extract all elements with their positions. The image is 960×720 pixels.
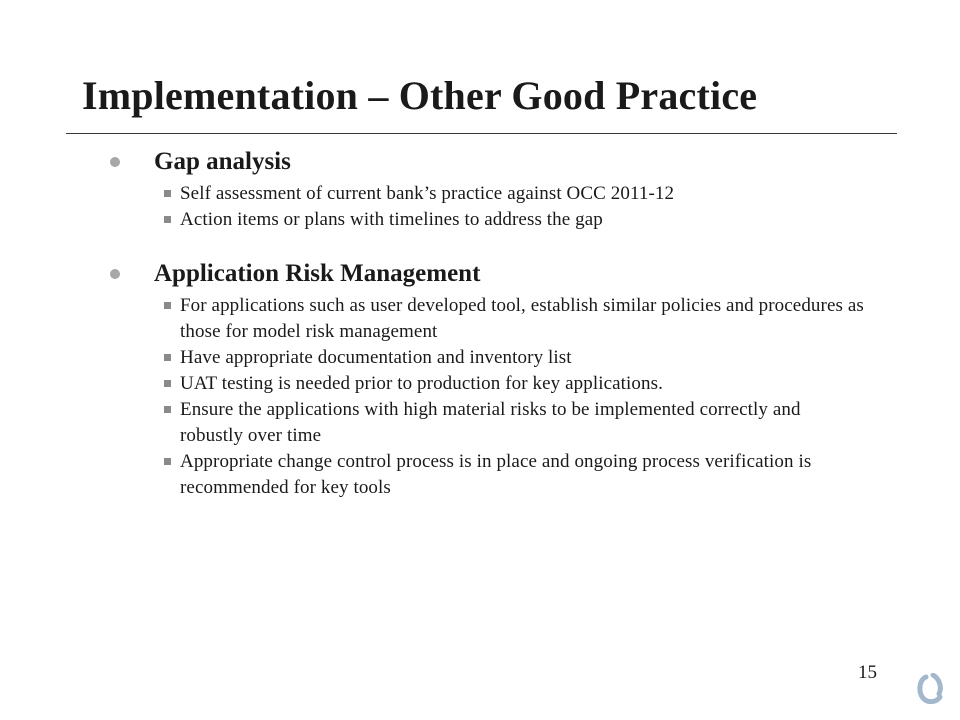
section-heading: [108, 147, 868, 177]
section-gap-analysis: [108, 147, 868, 233]
section-heading: [108, 259, 868, 289]
list-item: [108, 293, 868, 345]
square-bullet-icon: [164, 458, 171, 465]
slide-title: Implementation – Other Good Practice: [82, 73, 758, 118]
list-item-text: UAT testing is needed prior to production for key applications.: [180, 373, 663, 394]
page-number: 15: [858, 662, 877, 683]
sub-bullet-list: [108, 293, 868, 501]
square-bullet-icon: [164, 354, 171, 361]
section-heading-text: Gap analysis: [154, 148, 291, 175]
section-heading-text: Application Risk Management: [154, 260, 481, 287]
list-item: [108, 397, 868, 449]
list-item: [108, 345, 868, 371]
list-item: [108, 181, 868, 207]
corner-logo-icon: [915, 673, 945, 707]
list-item-text: Appropriate change control process is in place and ongoing process verification is recommended for key tools: [180, 451, 812, 498]
list-item: [108, 371, 868, 397]
list-item-text: Action items or plans with timelines to address the gap: [180, 209, 603, 230]
square-bullet-icon: [164, 216, 171, 223]
list-item: [108, 449, 868, 501]
list-item: [108, 207, 868, 233]
section-bullet-icon: [110, 269, 120, 279]
square-bullet-icon: [164, 406, 171, 413]
square-bullet-icon: [164, 380, 171, 387]
list-item-text: Ensure the applications with high material risks to be implemented correctly and robustly over time: [180, 399, 801, 446]
list-item-text: For applications such as user developed tool, establish similar policies and procedures as those for model risk management: [180, 295, 864, 342]
section-application-risk-management: [108, 259, 868, 501]
list-item-text: Self assessment of current bank’s practice against OCC 2011-12: [180, 183, 675, 204]
sub-bullet-list: [108, 181, 868, 233]
square-bullet-icon: [164, 190, 171, 197]
square-bullet-icon: [164, 302, 171, 309]
section-bullet-icon: [110, 157, 120, 167]
list-item-text: Have appropriate documentation and inventory list: [180, 347, 572, 368]
